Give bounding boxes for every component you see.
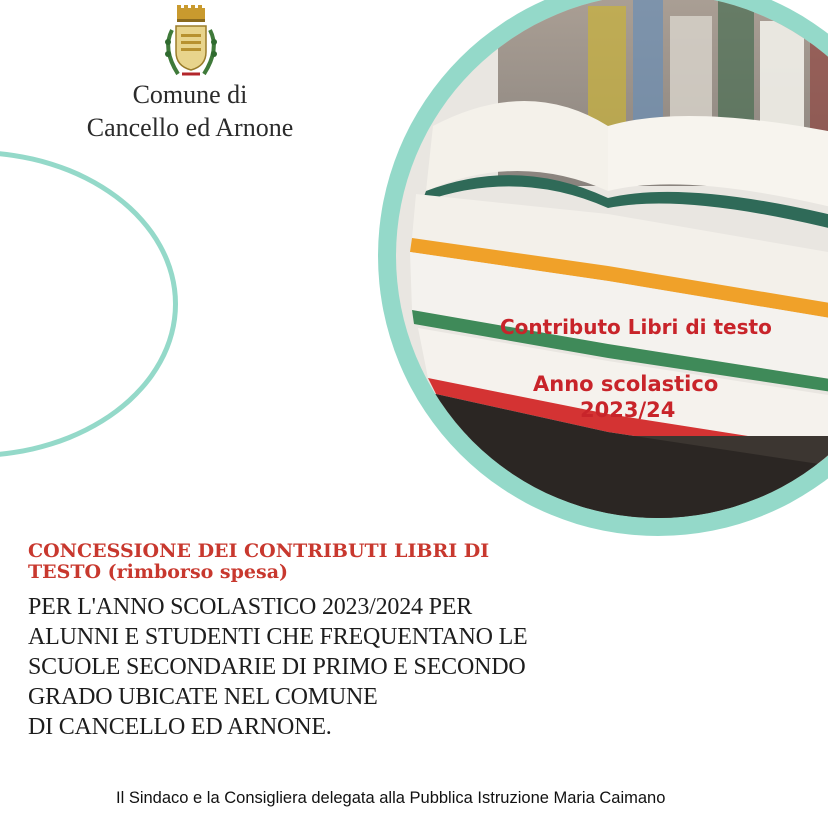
body-line: SCUOLE SECONDARIE DI PRIMO E SECONDO <box>28 654 526 680</box>
books-illustration <box>378 0 828 536</box>
body-line: DI CANCELLO ED ARNONE. <box>28 714 332 740</box>
body-line: ALUNNI E STUDENTI CHE FREQUENTANO LE <box>28 624 528 650</box>
banner-line-3: 2023/24 <box>580 398 676 422</box>
books-photo <box>378 0 828 536</box>
org-line-2: Cancello ed Arnone <box>86 113 294 142</box>
org-line-1: Comune di <box>132 80 248 109</box>
body-line: PER L'ANNO SCOLASTICO 2023/2024 PER <box>28 594 473 620</box>
notice-title <box>28 541 489 583</box>
title-line-1: CONCESSIONE DEI CONTRIBUTI LIBRI DI <box>28 540 490 562</box>
title-subtitle: (rimborso spesa) <box>107 561 288 583</box>
banner-line-2: Anno scolastico <box>533 372 719 396</box>
body-line: GRADO UBICATE NEL COMUNE <box>28 684 378 710</box>
banner-line-1: Contributo Libri di testo <box>500 315 772 339</box>
municipality-name <box>60 78 320 144</box>
title-line-2-main: TESTO <box>28 561 102 583</box>
title-line-2 <box>28 562 489 583</box>
footer-signature: Il Sindaco e la Consigliera delegata alla Pubblica Istruzione Maria Caimano <box>116 789 666 807</box>
decorative-ring <box>0 150 178 458</box>
notice-body <box>28 592 527 742</box>
coat-of-arms-icon <box>156 4 226 84</box>
